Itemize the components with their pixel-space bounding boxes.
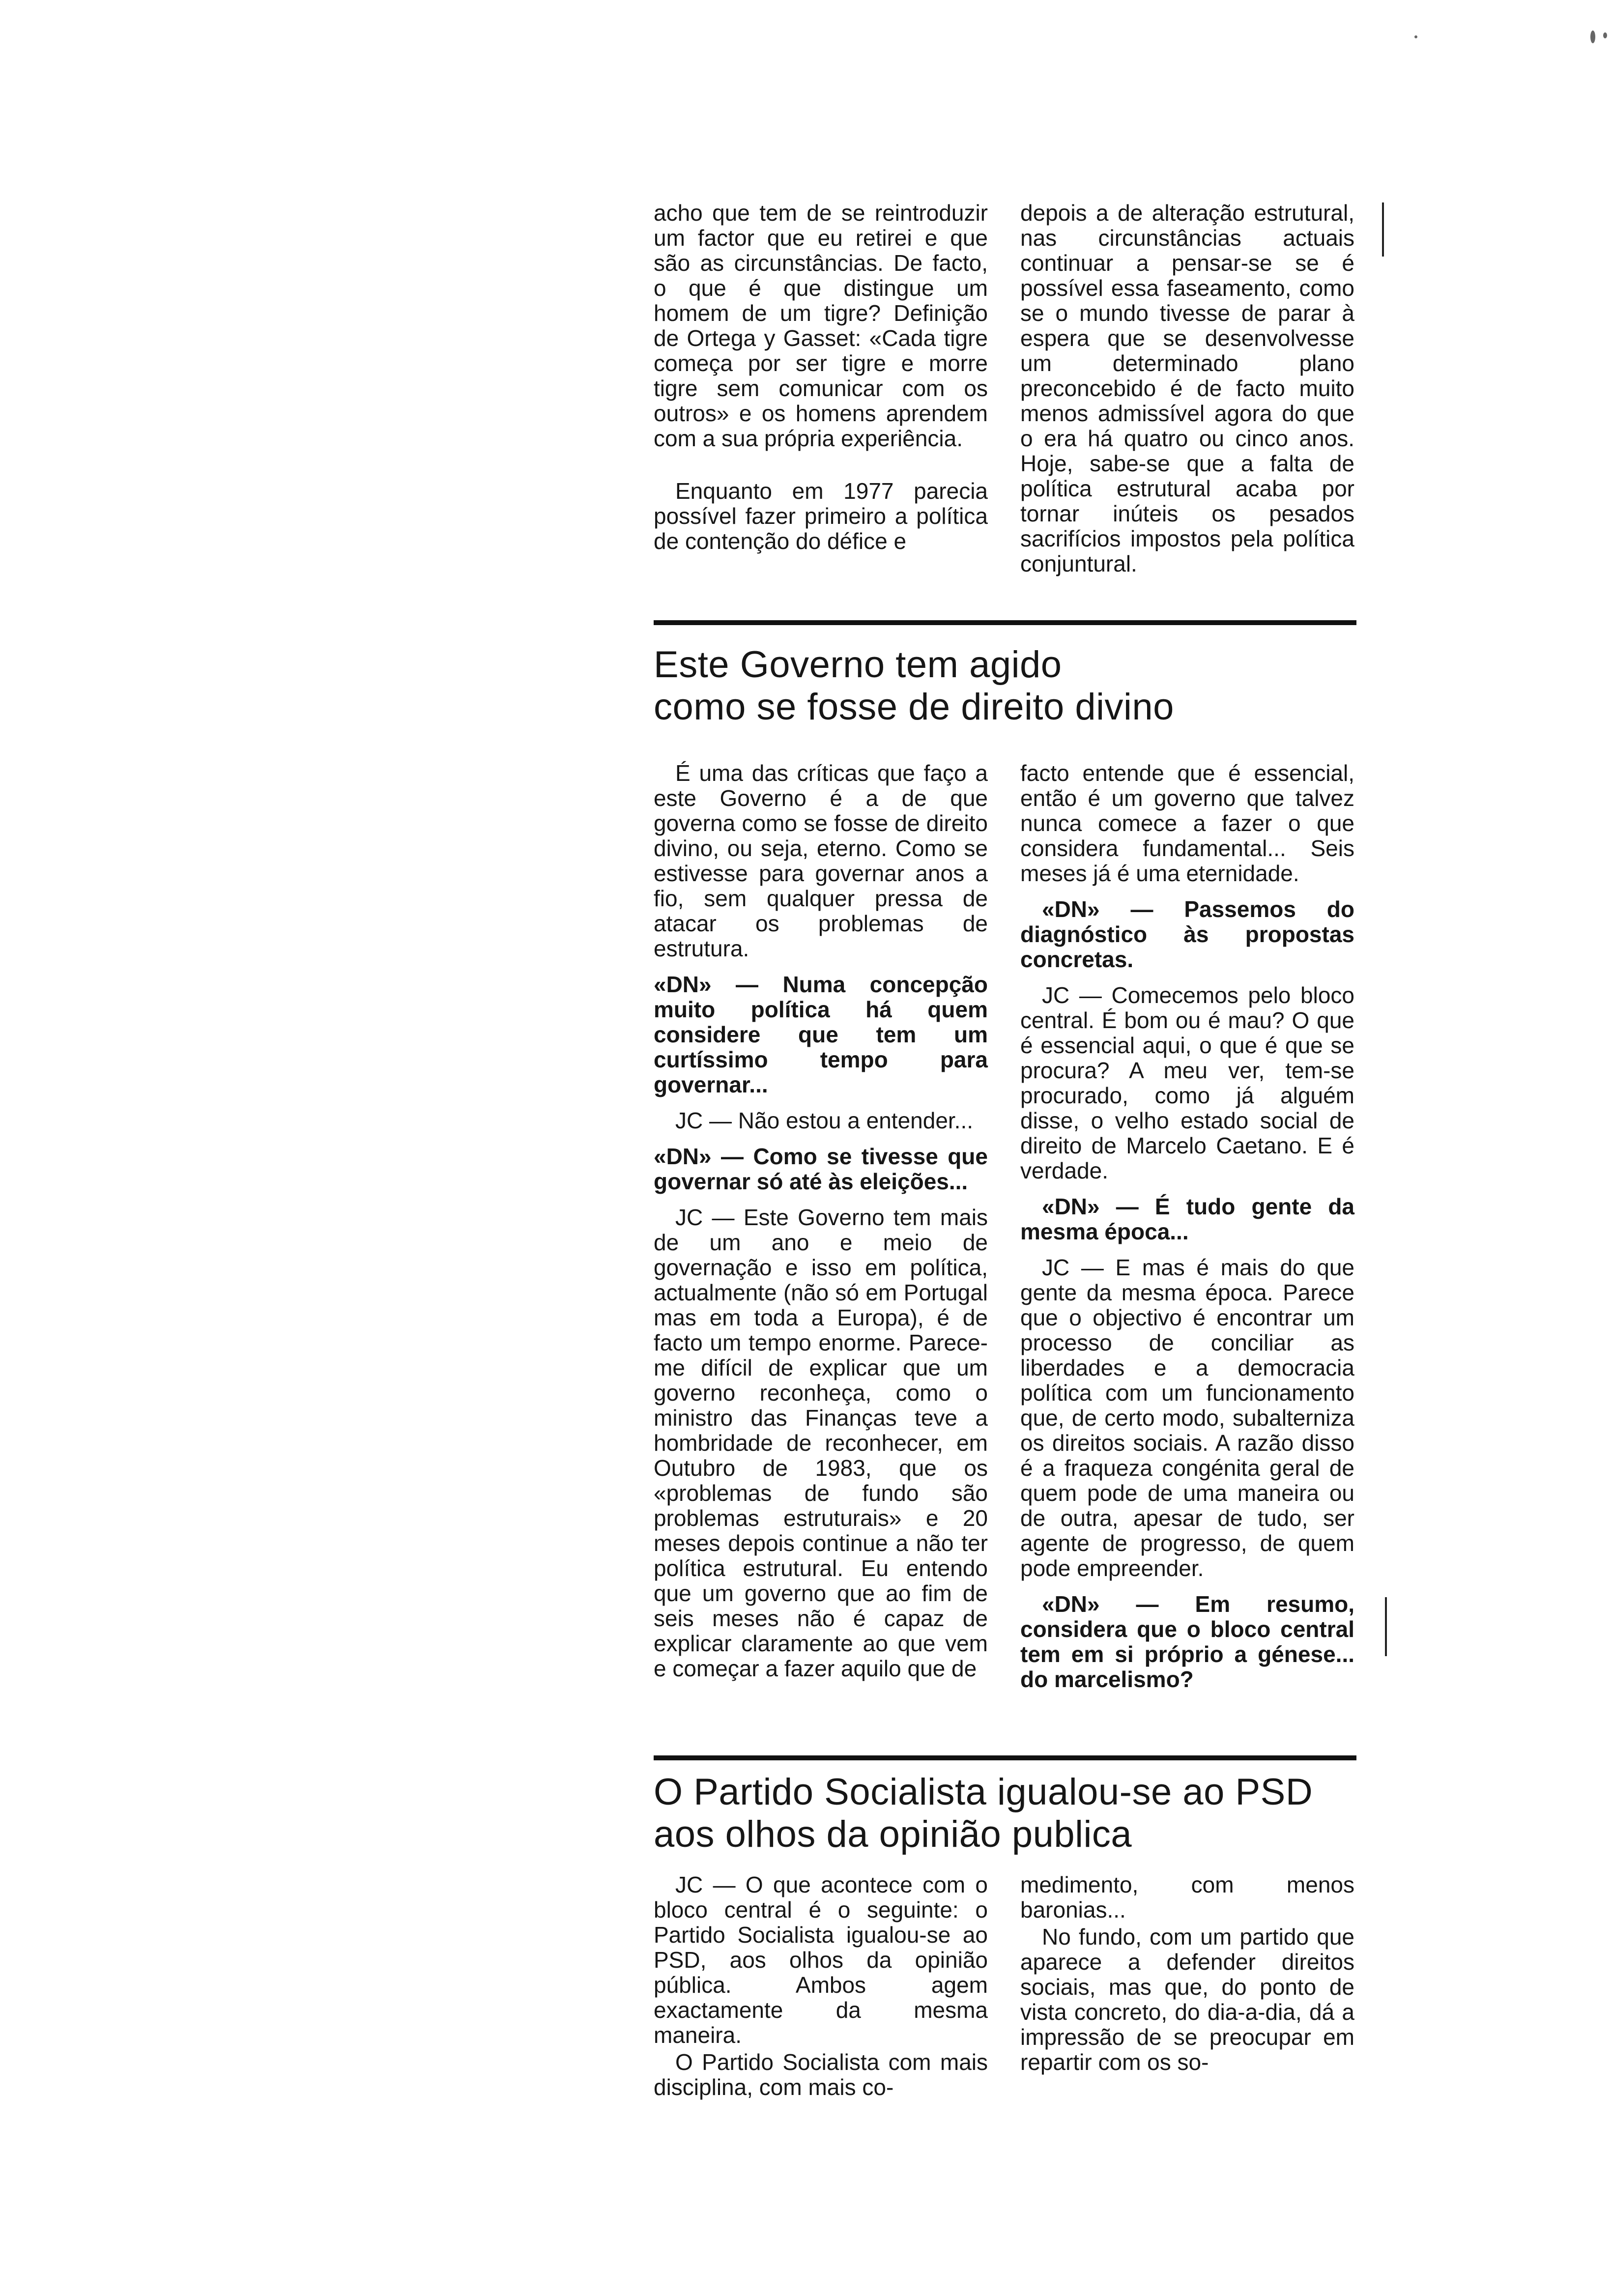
top-column-right [1020,201,1354,576]
headline-line: aos olhos da opinião publica [654,1813,1132,1855]
top-column-left [654,201,988,554]
interviewer-question: «DN» — Numa concepção muito política há quem considere que tem um curtíssimo tempo para governar... [654,972,988,1097]
section-2-column-right [1020,1872,1354,2075]
paragraph: O Partido Socialista com mais disciplina, com mais co- [654,2049,988,2100]
paragraph: JC — Este Governo tem mais de um ano e meio de governação e isso em política, actualmente (não só em Portugal mas em toda a Europa), é de facto um tempo enorme. Parece-me difícil de explicar que um governo reconheça, como o ministro das Finanças teve a hombridade de reconhecer, em Outubro de 1983, que os «problemas de fundo são problemas estruturais» e 20 meses depois continue a não ter política estrutural. Eu entendo que um governo que ao fim de seis meses não é capaz de explicar claramente ao que vem e começar a fazer aquilo que de [654,1205,988,1681]
section-divider-rule [654,620,1356,625]
paragraph: JC — Comecemos pelo bloco central. É bom ou é mau? O que é essencial aqui, o que é que se procura? A meu ver, tem-se procurado, como já alguém disse, o velho estado social de direito de Marcelo Caetano. E é verdade. [1020,982,1354,1183]
scan-speck [1414,35,1417,38]
headline-line: como se fosse de direito divino [654,686,1174,728]
scan-margin-mark [1382,202,1384,257]
paragraph: No fundo, com um partido que aparece a defender direitos sociais, mas que, do ponto de vista concreto, do dia-a-dia, dá a impressão de se preocupar em repartir com os so- [1020,1924,1354,2075]
paragraph: JC — O que acontece com o bloco central é o seguinte: o Partido Socialista igualou-se ao PSD, aos olhos da opinião pública. Ambos agem exactamente da mesma maneira. [654,1872,988,2048]
paragraph: acho que tem de se reintroduzir um factor que eu retirei e que são as circunstâncias. De facto, o que é que distingue um homem de um tigre? Definição de Ortega y Gasset: «Cada tigre começa por ser tigre e morre tigre sem comunicar com os outros» e os homens aprendem com a sua própria experiência. [654,200,988,451]
interviewer-question: «DN» — É tudo gente da mesma época... [1020,1194,1354,1244]
interviewer-question: «DN» — Em resumo, considera que o bloco central tem em si próprio a génese... do marcelismo? [1020,1591,1354,1692]
paragraph: medimento, com menos baronias... [1020,1872,1354,1923]
paragraph: Enquanto em 1977 parecia possível fazer primeiro a política de contenção do défice e [654,478,988,554]
paragraph: depois a de alteração estrutural, nas circunstâncias actuais continuar a pensar-se se é possível essa faseamento, como se o mundo tivesse de parar à espera que se desenvolvesse um determinado plano preconcebido é de facto muito menos admissível agora do que o era há quatro ou cinco anos. Hoje, sabe-se que a falta de política estrutural acaba por tornar inúteis os pesados sacrifícios impostos pela política conjuntural. [1020,200,1354,576]
interviewer-question: «DN» — Como se tivesse que governar só até às eleições... [654,1144,988,1194]
section-headline [654,1771,1361,1856]
section-headline [654,644,1361,728]
paragraph: É uma das críticas que faço a este Governo é a de que governa como se fosse de direito divino, ou seja, eterno. Como se estivesse para governar anos a fio, sem qualquer pressa de atacar os problemas de estrutura. [654,760,988,961]
scan-margin-mark [1385,1597,1387,1656]
scan-speck [1590,30,1595,43]
section-2-column-left [654,1872,988,2100]
paragraph: JC — Não estou a entender... [675,1108,974,1133]
section-divider-rule [654,1755,1356,1760]
section-1-column-left [654,761,988,1681]
paragraph: facto entende que é essencial, então é um governo que talvez nunca comece a fazer o que considera fundamental... Seis meses já é uma eternidade. [1020,760,1354,886]
headline-line: Este Governo tem agido [654,644,1062,686]
section-1-column-right [1020,761,1354,1703]
interviewer-question: «DN» — Passemos do diagnóstico às propostas concretas. [1020,896,1354,972]
headline-line: O Partido Socialista igualou-se ao PSD [654,1771,1313,1813]
paragraph: JC — E mas é mais do que gente da mesma época. Parece que o objectivo é encontrar um processo de conciliar as liberdades e a democracia política com um funcionamento que, de certo modo, subalterniza os direitos sociais. A razão disso é a fraqueza congénita geral de quem pode de uma maneira ou de outra, apesar de tudo, ser agente de progresso, de quem pode empreender. [1020,1255,1354,1581]
scan-speck [1603,32,1607,38]
